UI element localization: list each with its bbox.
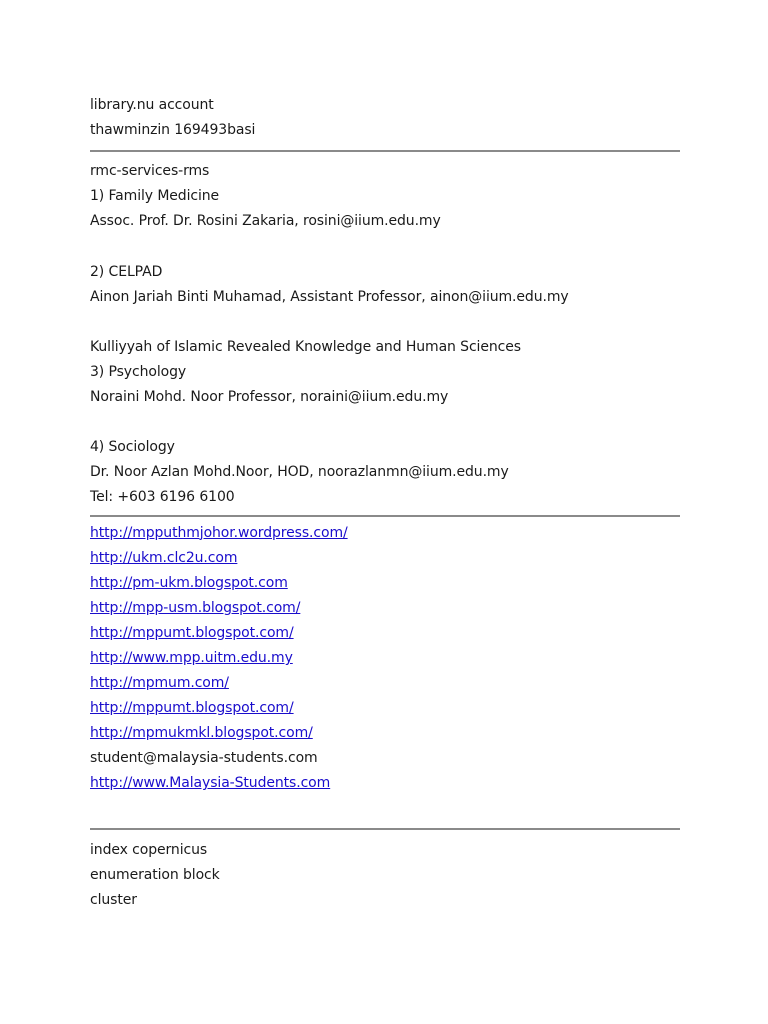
text-line: cluster xyxy=(90,891,137,908)
text-line: Tel: +603 6196 6100 xyxy=(90,489,235,506)
text-line: thawminzin 169493basi xyxy=(90,122,256,139)
document-page xyxy=(90,93,680,913)
link-malaysia-students[interactable]: http://www.Malaysia-Students.com xyxy=(90,775,331,792)
link-mpmum[interactable]: http://mpmum.com/ xyxy=(90,675,229,692)
section-library-account xyxy=(90,93,680,143)
text-line: rmc-services-rms xyxy=(90,163,210,180)
link-mpp-usm[interactable]: http://mpp-usm.blogspot.com/ xyxy=(90,599,301,616)
link-mpmukmkl[interactable]: http://mpmukmkl.blogspot.com/ xyxy=(90,725,313,742)
text-line: 3) Psychology xyxy=(90,363,187,380)
section-contacts xyxy=(90,159,680,510)
link-mppumt-2[interactable]: http://mppumt.blogspot.com/ xyxy=(90,700,294,717)
text-line: Dr. Noor Azlan Mohd.Noor, HOD, noorazlanmn@iium.edu.my xyxy=(90,464,509,481)
link-mpp-uitm[interactable]: http://www.mpp.uitm.edu.my xyxy=(90,649,293,666)
text-line: Ainon Jariah Binti Muhamad, Assistant Professor, ainon@iium.edu.my xyxy=(90,288,569,305)
text-line: 1) Family Medicine xyxy=(90,188,220,205)
blank-line xyxy=(90,234,680,259)
text-line: Assoc. Prof. Dr. Rosini Zakaria, rosini@iium.edu.my xyxy=(90,213,441,230)
section-terms xyxy=(90,838,680,913)
blank-line xyxy=(90,310,680,335)
text-line: 2) CELPAD xyxy=(90,263,163,280)
text-line: Noraini Mohd. Noor Professor, noraini@iium.edu.my xyxy=(90,389,449,406)
text-line: 4) Sociology xyxy=(90,439,175,456)
link-ukm-clc2u[interactable]: http://ukm.clc2u.com xyxy=(90,549,238,566)
horizontal-rule xyxy=(90,828,680,830)
text-line: enumeration block xyxy=(90,866,220,883)
horizontal-rule xyxy=(90,150,680,152)
section-links xyxy=(90,521,680,797)
text-line: library.nu account xyxy=(90,97,214,113)
link-mpputhmjohor[interactable]: http://mpputhmjohor.wordpress.com/ xyxy=(90,524,348,541)
blank-line xyxy=(90,410,680,435)
horizontal-rule xyxy=(90,515,680,517)
email-text: student@malaysia-students.com xyxy=(90,750,318,767)
link-pm-ukm[interactable]: http://pm-ukm.blogspot.com xyxy=(90,574,288,591)
text-line: index copernicus xyxy=(90,841,208,858)
text-line: Kulliyyah of Islamic Revealed Knowledge and Human Sciences xyxy=(90,338,521,355)
link-mppumt[interactable]: http://mppumt.blogspot.com/ xyxy=(90,624,294,641)
